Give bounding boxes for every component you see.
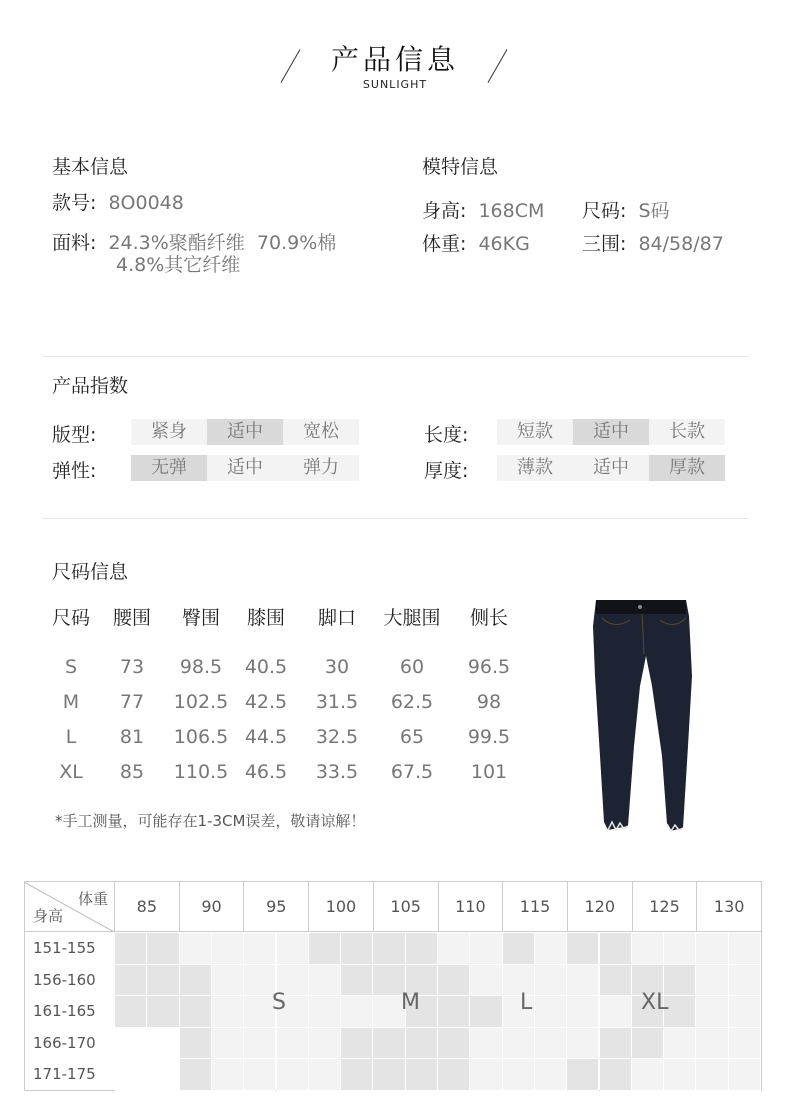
- index-scale-length: [497, 419, 725, 445]
- grid-cell: [115, 1059, 147, 1091]
- size-cell: 30: [324, 655, 350, 678]
- grid-cell: [470, 933, 502, 965]
- index-label-fit: 版型:: [52, 424, 97, 446]
- grid-cell: [535, 933, 567, 965]
- grid-cell: [664, 1028, 696, 1060]
- height-row-label: 151-155: [33, 939, 96, 957]
- grid-cell: [729, 996, 761, 1028]
- grid-cell: [309, 996, 341, 1028]
- size-col-header: 脚口: [317, 606, 356, 629]
- grid-cell: [600, 1028, 632, 1060]
- grid-cell: [244, 1028, 276, 1060]
- weight-column-header: 85: [115, 882, 180, 931]
- grid-cell: [180, 1059, 212, 1091]
- size-col-header: 尺码: [51, 606, 90, 629]
- height-axis-label: 身高: [33, 907, 64, 925]
- grid-cell: [147, 965, 179, 997]
- grid-cell: [373, 1059, 405, 1091]
- index-option: 宽松: [283, 419, 359, 445]
- size-cell: 31.5: [315, 690, 359, 713]
- grid-cell: [729, 1028, 761, 1060]
- grid-cell: [567, 996, 599, 1028]
- size-cell: S: [64, 655, 78, 678]
- grid-cell: [406, 933, 438, 965]
- grid-cell: [406, 1059, 438, 1091]
- grid-cell: [180, 965, 212, 997]
- height-row-label: 166-170: [33, 1033, 96, 1052]
- size-cell: 98.5: [179, 655, 223, 678]
- grid-cell: [664, 965, 696, 997]
- style-number-row: [52, 188, 184, 215]
- grid-cell: [470, 965, 502, 997]
- index-option: 适中: [207, 419, 283, 445]
- model-height-label: 身高:: [422, 200, 467, 222]
- table-row: [44, 649, 532, 684]
- size-col-header: 侧长: [469, 606, 508, 629]
- grid-cell: [180, 1028, 212, 1060]
- grid-cell: [277, 933, 309, 965]
- size-cell: 40.5: [244, 655, 288, 678]
- grid-cell: [147, 933, 179, 965]
- grid-cell: [729, 965, 761, 997]
- grid-cell: [115, 996, 147, 1028]
- grid-cell: [632, 933, 664, 965]
- index-option: 适中: [573, 455, 649, 481]
- grid-cell: [180, 996, 212, 1028]
- model-weight-label: 体重:: [422, 233, 467, 255]
- size-col-header: 臀围: [181, 606, 220, 629]
- model-measurements-value: 84/58/87: [638, 233, 724, 255]
- grid-cell: [696, 1028, 728, 1060]
- grid-cell: [212, 1028, 244, 1060]
- grid-corner: [25, 882, 115, 932]
- index-option: 厚款: [649, 455, 725, 481]
- weight-column-header: 125: [633, 882, 698, 931]
- weight-column-header: 115: [503, 882, 568, 931]
- size-cell: M: [62, 690, 80, 713]
- fabric-value-line2: 4.8%其它纤维: [116, 254, 241, 276]
- table-row: [44, 684, 532, 719]
- size-cell: 96.5: [467, 655, 511, 678]
- weight-column-header: 100: [309, 882, 374, 931]
- size-cell: 42.5: [244, 690, 288, 713]
- grid-cell: [373, 1028, 405, 1060]
- size-cell: 102.5: [173, 690, 229, 713]
- grid-body: [115, 933, 761, 1091]
- fabric-label: 面料:: [52, 232, 97, 254]
- grid-cell: [470, 1028, 502, 1060]
- size-col-header: 大腿围: [383, 606, 441, 629]
- grid-cell: [115, 965, 147, 997]
- grid-cell: [632, 1028, 664, 1060]
- grid-cell: [664, 996, 696, 1028]
- grid-cell: [277, 1059, 309, 1091]
- grid-cell: [567, 1028, 599, 1060]
- page-title: 产品信息: [330, 43, 459, 76]
- grid-cell: [341, 933, 373, 965]
- size-zone-label: S: [272, 990, 286, 1015]
- model-size-label: 尺码:: [582, 200, 627, 222]
- grid-cell: [406, 1028, 438, 1060]
- grid-cell: [212, 1059, 244, 1091]
- grid-header: [25, 882, 761, 932]
- size-cell: 62.5: [390, 690, 434, 713]
- grid-cell: [470, 996, 502, 1028]
- model-measurements-label: 三围:: [582, 233, 627, 255]
- grid-cell: [438, 933, 470, 965]
- index-scale-fit: [131, 419, 359, 445]
- divider: [42, 356, 748, 357]
- index-option: 长款: [649, 419, 725, 445]
- size-recommendation-grid: [24, 881, 762, 1091]
- grid-cell: [696, 965, 728, 997]
- page-subtitle: SUNLIGHT: [362, 78, 428, 91]
- size-cell: XL: [59, 760, 83, 783]
- index-option: 薄款: [497, 455, 573, 481]
- grid-cell: [341, 996, 373, 1028]
- index-scale-elasticity: [131, 455, 359, 481]
- index-scale-thickness: [497, 455, 725, 481]
- grid-cell: [535, 1028, 567, 1060]
- model-height-row: [422, 196, 544, 223]
- grid-cell: [664, 933, 696, 965]
- model-info-title: 模特信息: [422, 156, 499, 178]
- grid-cell: [180, 933, 212, 965]
- size-zone-label: M: [401, 990, 420, 1015]
- grid-cell: [309, 965, 341, 997]
- size-cell: L: [65, 725, 77, 748]
- style-number-value: 8O0048: [108, 192, 184, 214]
- size-col-header: 腰围: [112, 606, 151, 629]
- grid-cell: [600, 1059, 632, 1091]
- grid-cell: [212, 996, 244, 1028]
- weight-column-header: 90: [180, 882, 245, 931]
- grid-cell: [244, 1059, 276, 1091]
- grid-cell: [115, 1028, 147, 1060]
- index-option: 短款: [497, 419, 573, 445]
- size-cell: 60: [399, 655, 425, 678]
- size-table-header: [44, 598, 532, 634]
- style-number-label: 款号:: [52, 192, 97, 214]
- table-row: [44, 719, 532, 754]
- size-cell: 67.5: [390, 760, 434, 783]
- grid-cell: [600, 996, 632, 1028]
- model-size-value: S码: [638, 200, 670, 222]
- size-cell: 110.5: [173, 760, 229, 783]
- basic-info-title: 基本信息: [52, 156, 129, 178]
- model-weight-value: 46KG: [478, 233, 530, 255]
- size-cell: 73: [119, 655, 145, 678]
- index-option: 无弹: [131, 455, 207, 481]
- height-row-labels: [25, 933, 115, 1091]
- size-col-header: 膝围: [246, 606, 285, 629]
- grid-cell: [147, 996, 179, 1028]
- grid-cell: [438, 1028, 470, 1060]
- model-height-value: 168CM: [478, 200, 545, 222]
- grid-cell: [729, 1059, 761, 1091]
- index-option: 弹力: [283, 455, 359, 481]
- grid-cell: [277, 1028, 309, 1060]
- grid-cell: [535, 996, 567, 1028]
- index-option: 紧身: [131, 419, 207, 445]
- weight-column-header: 110: [439, 882, 504, 931]
- grid-cell: [503, 1028, 535, 1060]
- weight-axis-label: 体重: [77, 890, 108, 908]
- height-row-label: 156-160: [33, 970, 96, 989]
- index-label-length: 长度:: [424, 424, 469, 446]
- size-cell: 99.5: [467, 725, 511, 748]
- size-cell: 98: [476, 690, 502, 713]
- size-cell: 32.5: [315, 725, 359, 748]
- grid-cell: [309, 1028, 341, 1060]
- weight-column-header: 120: [568, 882, 633, 931]
- grid-cell: [309, 933, 341, 965]
- grid-cell: [147, 1059, 179, 1091]
- grid-cell: [341, 965, 373, 997]
- index-label-thickness: 厚度:: [424, 460, 469, 482]
- grid-cell: [696, 1059, 728, 1091]
- grid-cell: [309, 1059, 341, 1091]
- fabric-value-line1: 24.3%聚酯纤维 70.9%棉: [108, 232, 337, 254]
- size-cell: 46.5: [244, 760, 288, 783]
- grid-cell: [438, 965, 470, 997]
- grid-cell: [503, 933, 535, 965]
- grid-cell: [696, 933, 728, 965]
- size-cell: 85: [119, 760, 145, 783]
- grid-cell: [341, 1059, 373, 1091]
- size-cell: 33.5: [315, 760, 359, 783]
- weight-column-header: 130: [713, 897, 745, 916]
- model-size-row: [582, 196, 670, 223]
- index-option: 适中: [573, 419, 649, 445]
- grid-cell: [244, 933, 276, 965]
- grid-cell: [147, 1028, 179, 1060]
- grid-cell: [567, 1059, 599, 1091]
- size-zone-label: L: [520, 990, 533, 1015]
- size-cell: 81: [119, 725, 145, 748]
- grid-cell: [535, 1059, 567, 1091]
- grid-cell: [696, 996, 728, 1028]
- grid-cell: [503, 1059, 535, 1091]
- grid-cell: [438, 1059, 470, 1091]
- index-label-elasticity: 弹性:: [52, 460, 97, 482]
- grid-cell: [729, 933, 761, 965]
- model-weight-row: [422, 229, 530, 256]
- size-cell: 101: [470, 760, 508, 783]
- grid-cell: [373, 933, 405, 965]
- size-cell: 77: [119, 690, 145, 713]
- grid-cell: [600, 933, 632, 965]
- grid-cell: [212, 933, 244, 965]
- grid-cell: [600, 965, 632, 997]
- grid-cell: [664, 1059, 696, 1091]
- model-measurements-row: [582, 229, 724, 256]
- size-zone-label: XL: [641, 990, 669, 1015]
- grid-cell: [438, 996, 470, 1028]
- grid-cell: [567, 933, 599, 965]
- grid-cell: [212, 965, 244, 997]
- size-cell: 65: [399, 725, 425, 748]
- divider: [42, 518, 748, 519]
- index-option: 适中: [207, 455, 283, 481]
- grid-cell: [632, 1059, 664, 1091]
- weight-column-header: 95: [244, 882, 309, 931]
- size-cell: 106.5: [173, 725, 229, 748]
- grid-cell: [567, 965, 599, 997]
- size-cell: 44.5: [244, 725, 288, 748]
- product-index-title: 产品指数: [52, 375, 129, 397]
- size-info-title: 尺码信息: [52, 561, 129, 583]
- jeans-product-image: [590, 596, 700, 834]
- weight-column-header: 105: [374, 882, 439, 931]
- grid-cell: [470, 1059, 502, 1091]
- grid-cell: [115, 933, 147, 965]
- size-table: [44, 598, 532, 789]
- table-row: [44, 754, 532, 789]
- height-row-label: 171-175: [33, 1065, 96, 1084]
- grid-cell: [341, 1028, 373, 1060]
- grid-cell: [535, 965, 567, 997]
- height-row-label: 161-165: [33, 1002, 96, 1021]
- measurement-note: *手工测量，可能存在1-3CM误差，敬请谅解！: [55, 812, 366, 830]
